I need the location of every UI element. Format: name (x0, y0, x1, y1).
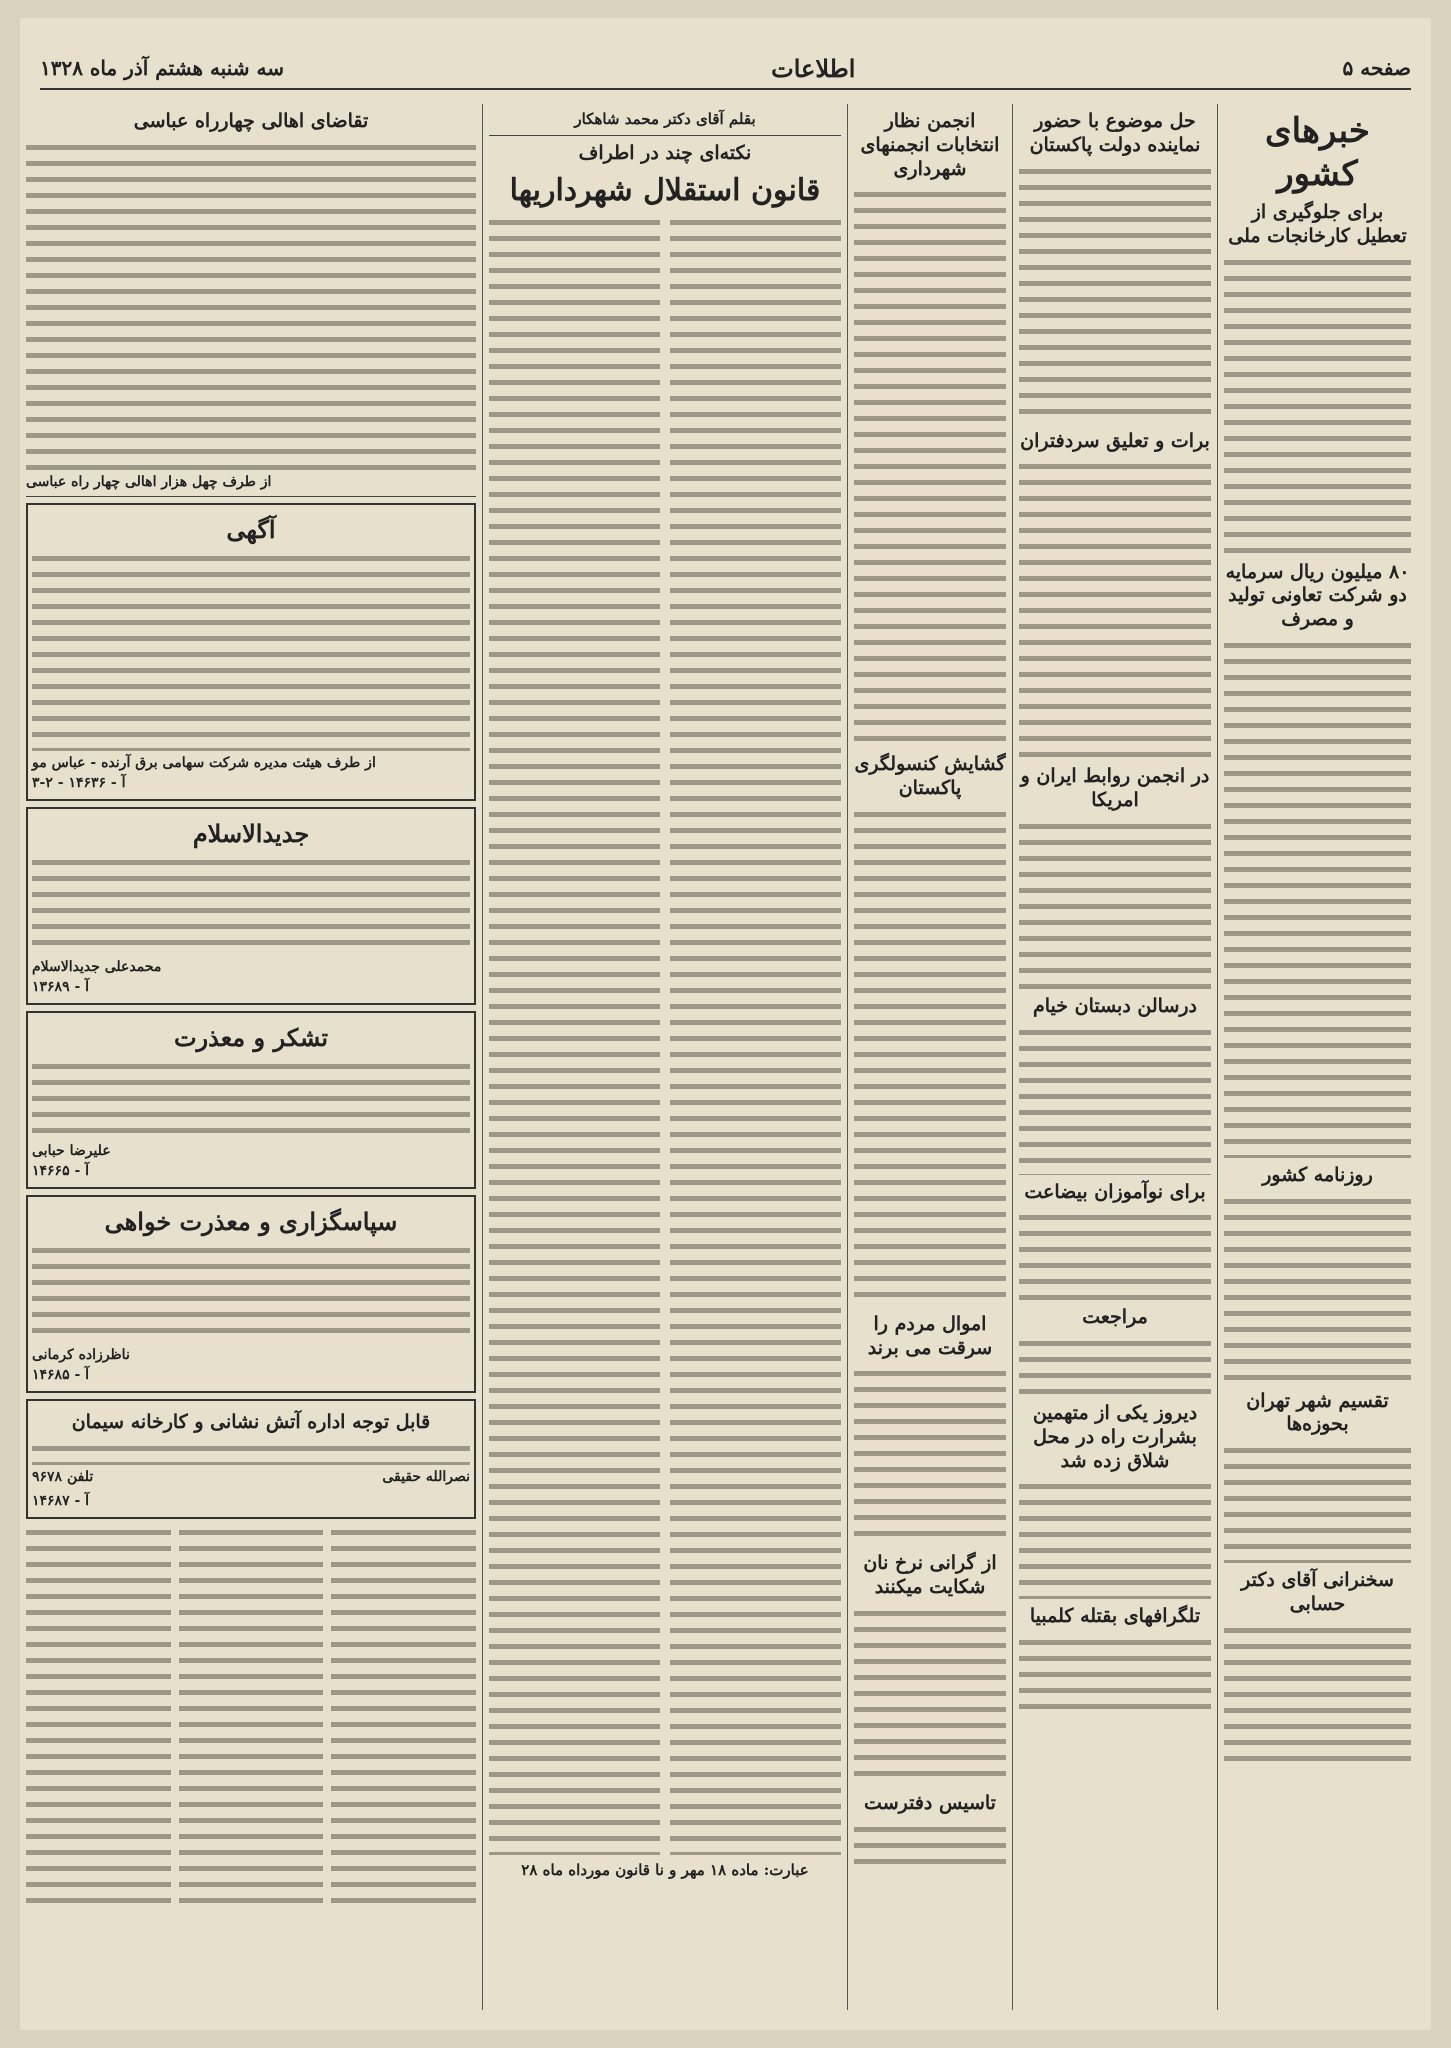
ad-text (32, 551, 470, 751)
ad-signature: از طرف هیئت مدیره شرکت سهامی برق آرنده - عباس مو (32, 754, 376, 771)
ad-code: آ - ۱۴۶۸۷ (32, 1492, 90, 1509)
headline: اموال مردم را سرقت می برند (867, 1312, 993, 1359)
notice-text (26, 140, 476, 470)
ad-signature: نصرالله حقیقی (382, 1468, 470, 1485)
article-text-col (26, 1525, 171, 1905)
article-body (489, 215, 841, 1855)
article-text (1224, 1623, 1411, 1763)
article-text (1019, 459, 1211, 759)
article-text (1224, 638, 1411, 1158)
headline: تاسیس دفترست (864, 1791, 996, 1814)
ad-box (26, 807, 476, 1005)
ad-text (32, 1441, 470, 1465)
headline: برای نوآموزان بیضاعت (1024, 1180, 1206, 1203)
column-3 (847, 104, 1012, 2010)
section-title: خبرهای کشور (1265, 111, 1370, 194)
headline: در انجمن روابط ایران و امریکا (1020, 765, 1210, 811)
article-text-col (179, 1525, 324, 1905)
column-2 (1012, 104, 1217, 2010)
ad-box (26, 1399, 476, 1519)
headline: مراجعت (1082, 1306, 1148, 1329)
column-main-article (482, 104, 847, 2010)
article-text (1019, 819, 1211, 989)
article-text (1019, 1336, 1211, 1396)
article-text (854, 1366, 1006, 1546)
issue-date: سه شنبه هشتم آذر ماه ۱۳۲۸ (40, 56, 284, 80)
ad-code: آ - ۱۳۶۸۹ (32, 978, 90, 995)
headline: برای جلوگیری از تعطیل کارخانجات ملی (1228, 201, 1407, 247)
article-text (854, 807, 1006, 1307)
ad-code: آ - ۱۴۶۶۵ (32, 1162, 90, 1179)
article-text (1224, 1443, 1411, 1563)
ad-phone: تلفن ۹۶۷۸ (32, 1468, 94, 1485)
byline: بقلم آقای دکتر محمد شاهکار (574, 110, 756, 128)
article-text (1019, 1025, 1211, 1175)
ad-box (26, 1011, 476, 1189)
ad-signature: ناظرزاده کرمانی (32, 1346, 130, 1363)
article-text (1019, 1635, 1211, 1715)
headline: تقسیم شهر تهران بحوزه‌ها (1246, 1389, 1389, 1436)
ad-text (32, 1059, 470, 1139)
headline: انجمن نظار انتخابات انجمنهای شهرداری (860, 110, 1000, 180)
article-text (1019, 164, 1211, 424)
ad-box (26, 1195, 476, 1393)
ad-text (32, 855, 470, 955)
headline: دیروز یکی از متهمین بشرارت راه در محل شلاق زده شد (1032, 1402, 1198, 1472)
notice-signature: از طرف چهل هزار اهالی چهار راه عباسی (26, 473, 272, 490)
ad-title: سپاسگزاری و معذرت خواهی (104, 1206, 398, 1236)
ad-code: آ - ۱۴۶۳۶ - ۲-۳ (32, 774, 126, 791)
page-number: صفحه ۵ (1342, 56, 1411, 80)
ad-signature: محمدعلی جدیدالاسلام (32, 958, 162, 975)
article-text-col (331, 1525, 476, 1905)
headline: سخنرانی آقای دکتر حسابی (1241, 1569, 1394, 1615)
article-footnote: عبارت: ماده ۱۸ مهر و نا قانون مورداه ماه ۲۸ (521, 1861, 809, 1879)
ad-text (32, 1243, 470, 1343)
article-text (1019, 1210, 1211, 1300)
column-notices (20, 104, 482, 2010)
article-text (1019, 1479, 1211, 1599)
article-text (854, 1606, 1006, 1786)
headline: تلگرافهای بقتله کلمبیا (1029, 1605, 1201, 1628)
headline: روزنامه کشور (1262, 1163, 1373, 1186)
ad-title: جدیدالاسلام (192, 818, 310, 848)
headline: ۸۰ میلیون ریال سرمایه دو شرکت تعاونی تولید و مصرف (1225, 560, 1410, 630)
ad-title: قابل توجه اداره آتش نشانی و کارخانه سیمان (71, 1410, 431, 1433)
kicker: نکته‌ای چند در اطراف (578, 141, 752, 164)
ad-code: آ - ۱۴۶۸۵ (32, 1366, 90, 1383)
newspaper-page (20, 18, 1431, 2030)
article-text (854, 187, 1006, 747)
notice-title: تقاضای اهالی چهارراه عباسی (133, 110, 369, 132)
headline: برات و تعلیق سردفتران (1020, 429, 1210, 452)
ad-signature: علیرضا حبابی (32, 1142, 111, 1159)
ad-title: تشکر و معذرت (173, 1022, 329, 1052)
columns (26, 104, 1417, 2010)
article-text-col (489, 215, 660, 1855)
article-text (1224, 1194, 1411, 1384)
article-text-col (670, 215, 841, 1855)
column-domestic-news (1217, 104, 1417, 2010)
ad-title: آگهی (226, 514, 276, 544)
article-text (854, 1822, 1006, 1872)
ad-box (26, 503, 476, 801)
headline: از گرانی نرخ نان شکایت میکنند (863, 1552, 997, 1598)
paper-name: اطلاعات (771, 53, 856, 83)
masthead (40, 48, 1411, 90)
article-text (1224, 255, 1411, 555)
main-headline: قانون استقلال شهرداریها (509, 172, 821, 208)
headline: درسالن دبستان خیام (1032, 994, 1198, 1017)
headline: حل موضوع با حضور نماینده دولت پاکستان (1029, 110, 1201, 156)
headline: گشایش کنسولگری پاکستان (854, 753, 1006, 799)
bottom-article (26, 1525, 476, 1905)
